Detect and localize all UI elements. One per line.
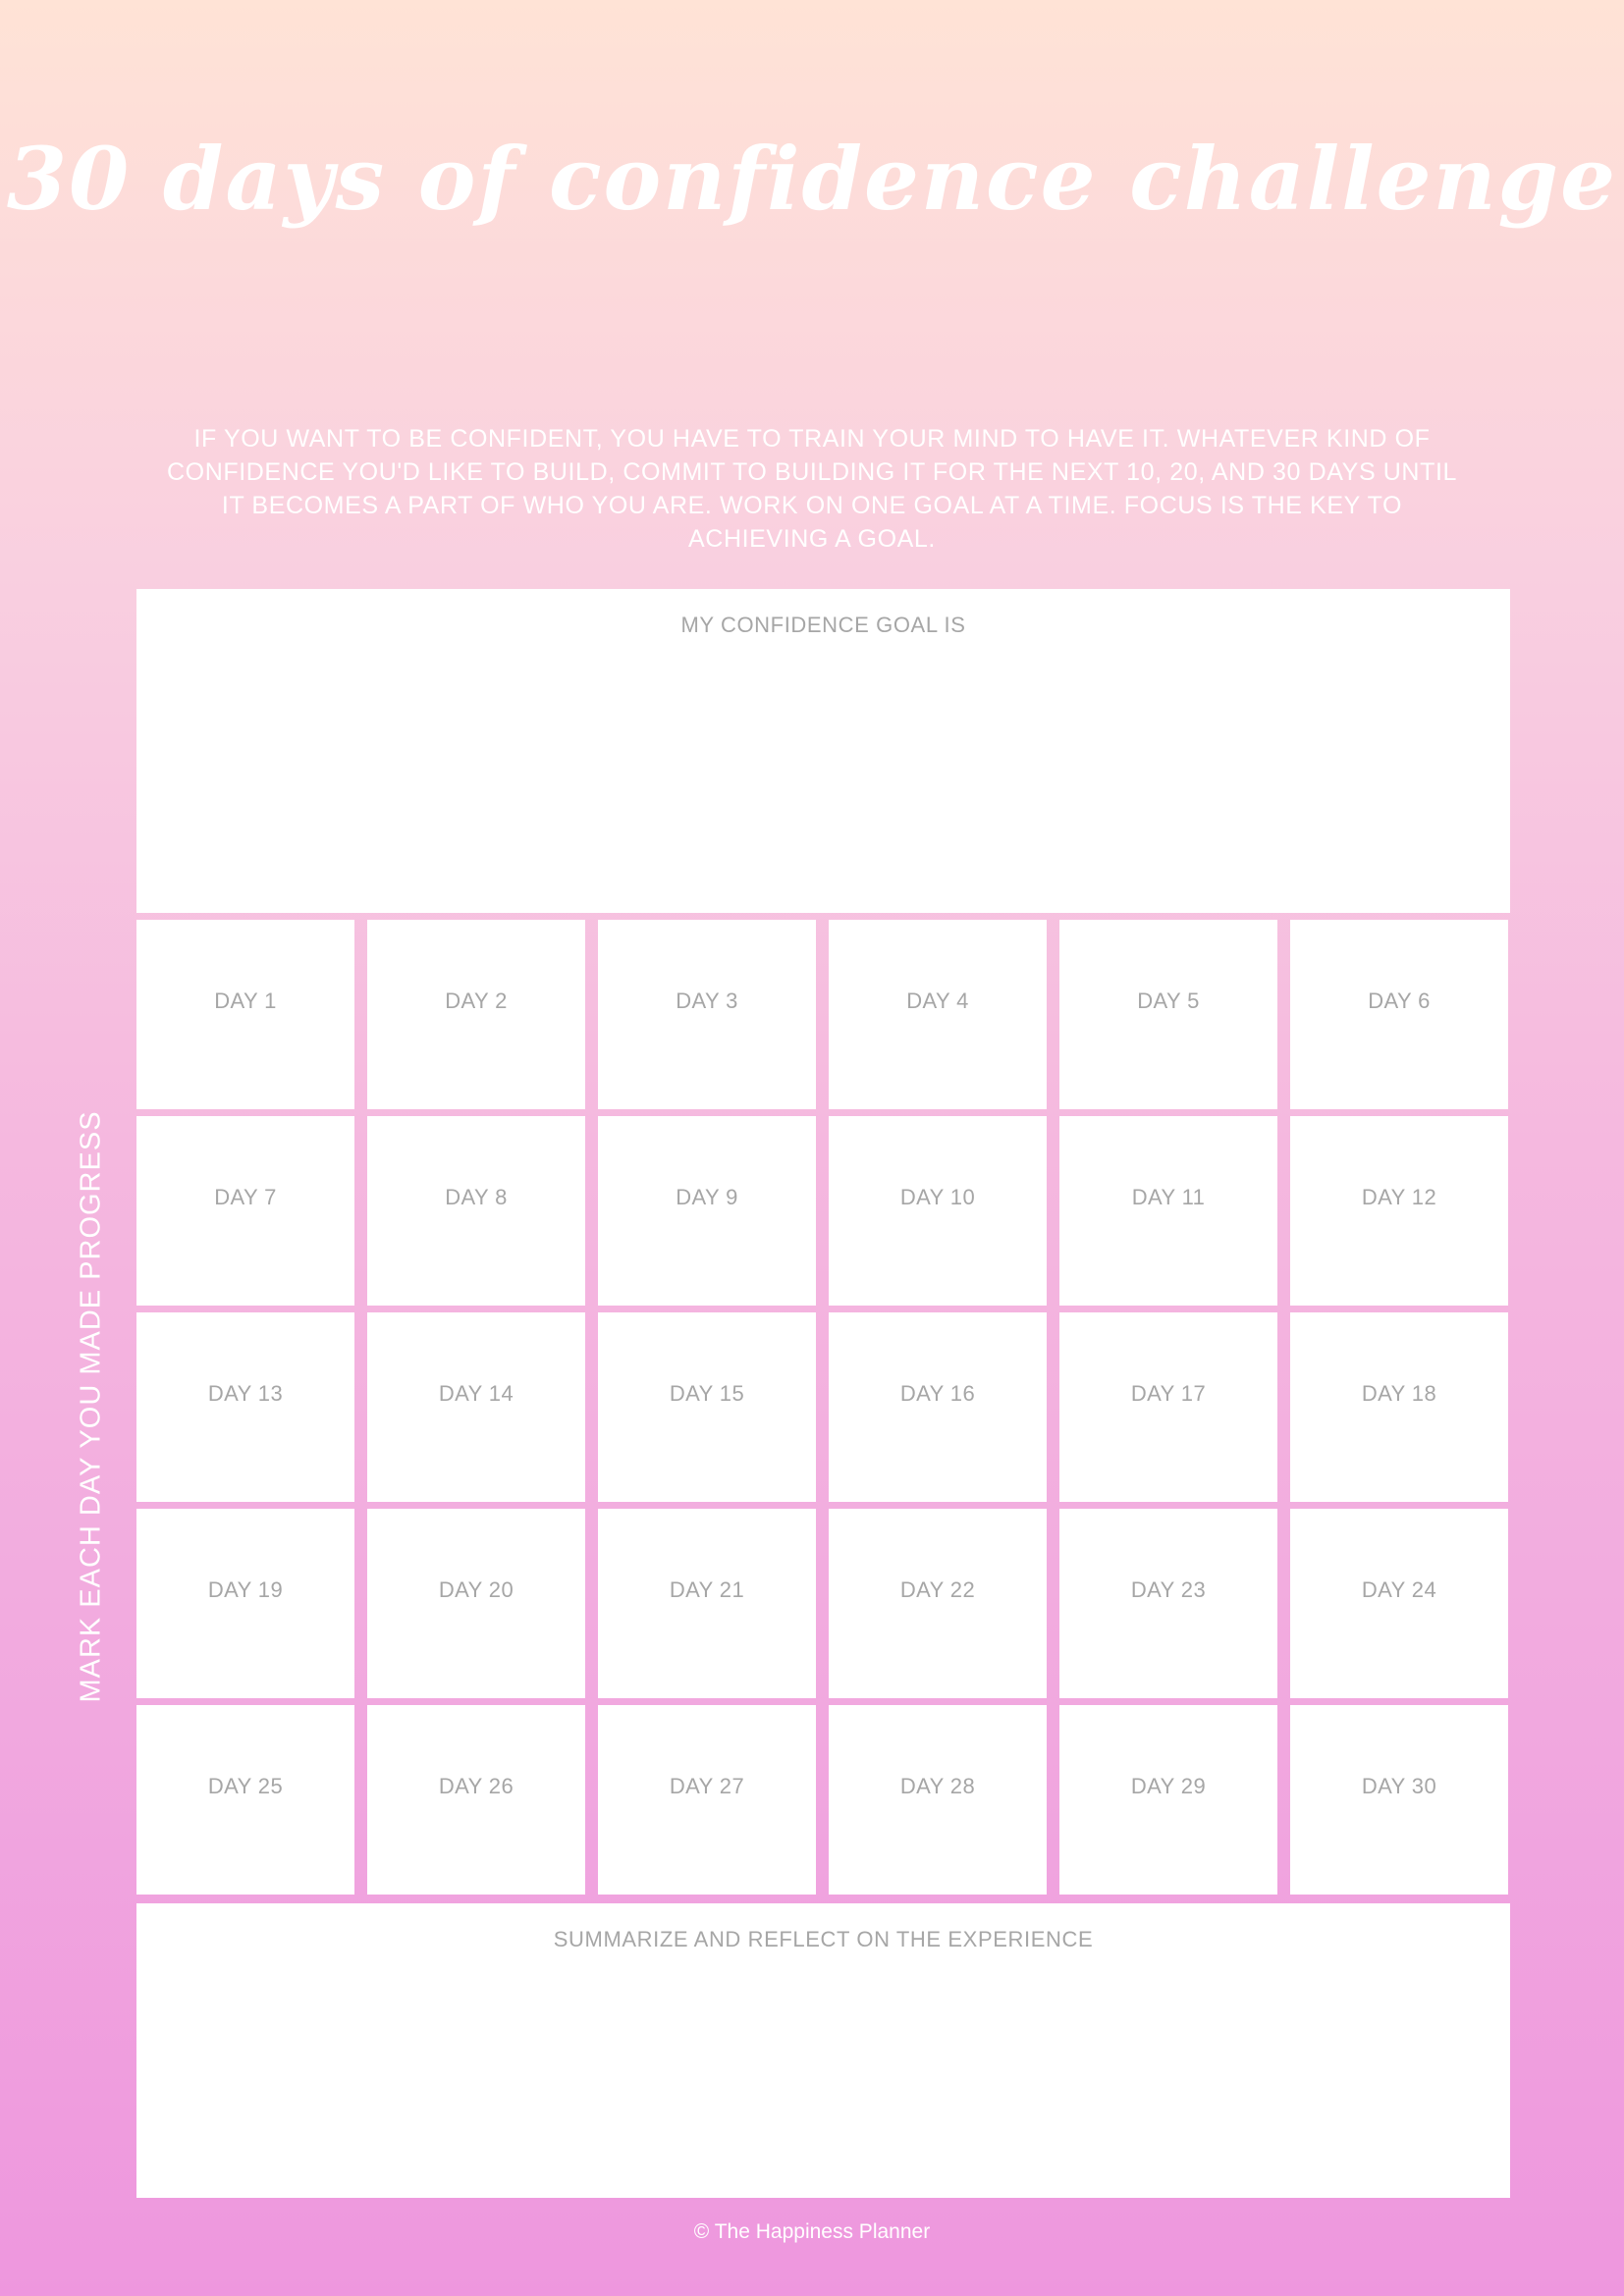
day-cell[interactable]: [136, 1509, 354, 1698]
day-cell[interactable]: [1059, 1705, 1277, 1895]
day-cell[interactable]: [1290, 1116, 1508, 1306]
day-cell[interactable]: [598, 1509, 816, 1698]
day-cell[interactable]: [1059, 920, 1277, 1109]
day-label: DAY 1: [214, 988, 277, 1013]
day-cell[interactable]: [598, 1705, 816, 1895]
summary-label: SUMMARIZE AND REFLECT ON THE EXPERIENCE: [553, 1927, 1094, 1951]
day-cell[interactable]: [367, 1509, 585, 1698]
day-cell[interactable]: [367, 1312, 585, 1502]
day-cell[interactable]: [367, 1116, 585, 1306]
day-label: DAY 7: [214, 1185, 277, 1209]
day-cell[interactable]: [367, 1705, 585, 1895]
day-label: DAY 2: [445, 988, 508, 1013]
day-label: DAY 30: [1361, 1774, 1437, 1798]
day-cell[interactable]: [598, 1116, 816, 1306]
day-cell[interactable]: [1059, 1509, 1277, 1698]
intro-text: IF YOU WANT TO BE CONFIDENT, YOU HAVE TO TRAIN YOUR MIND TO HAVE IT. WHATEVER KIND OF CONFIDENCE YOU'D LIKE TO BUILD, COMMIT TO BUILDING IT FOR THE NEXT 10, 20, AND 30 DAYS UNTIL IT BECOMES A PART OF WHO YOU ARE. WORK ON ONE GOAL AT A TIME. FOCUS IS THE KEY TO ACHIEVING A GOAL.: [167, 425, 1457, 553]
day-label: DAY 25: [207, 1774, 284, 1798]
day-label: DAY 14: [438, 1381, 514, 1406]
day-label: DAY 29: [1130, 1774, 1207, 1798]
day-label: DAY 6: [1368, 988, 1431, 1013]
day-label: DAY 26: [438, 1774, 514, 1798]
day-cell[interactable]: [136, 920, 354, 1109]
day-label: DAY 27: [669, 1774, 745, 1798]
day-cell[interactable]: [136, 1705, 354, 1895]
day-label: DAY 21: [669, 1577, 745, 1602]
day-label: DAY 11: [1131, 1185, 1206, 1209]
day-label: DAY 17: [1130, 1381, 1207, 1406]
day-label: DAY 19: [207, 1577, 284, 1602]
day-label: DAY 10: [899, 1185, 976, 1209]
day-cell[interactable]: [598, 920, 816, 1109]
day-cell[interactable]: [1290, 1312, 1508, 1502]
day-cell[interactable]: [598, 1312, 816, 1502]
day-cell[interactable]: [829, 1509, 1047, 1698]
day-cell[interactable]: [1059, 1312, 1277, 1502]
goal-label: MY CONFIDENCE GOAL IS: [680, 613, 966, 637]
day-cell[interactable]: [829, 1312, 1047, 1502]
day-label: DAY 20: [438, 1577, 514, 1602]
day-label: DAY 16: [899, 1381, 976, 1406]
day-cell[interactable]: [1290, 1705, 1508, 1895]
side-label: MARK EACH DAY YOU MADE PROGRESS: [75, 1110, 107, 1703]
day-cell[interactable]: [1059, 1116, 1277, 1306]
day-label: DAY 3: [676, 988, 738, 1013]
day-label: DAY 18: [1361, 1381, 1437, 1406]
day-cell[interactable]: [829, 920, 1047, 1109]
day-cell[interactable]: [829, 1705, 1047, 1895]
day-cell[interactable]: [367, 920, 585, 1109]
goal-box[interactable]: [136, 589, 1510, 913]
day-label: DAY 5: [1137, 988, 1200, 1013]
footer-copyright: © The Happiness Planner: [693, 2220, 931, 2243]
day-label: DAY 23: [1130, 1577, 1207, 1602]
day-label: DAY 12: [1361, 1185, 1437, 1209]
day-cell[interactable]: [1290, 920, 1508, 1109]
day-cell[interactable]: [136, 1116, 354, 1306]
summary-box[interactable]: [136, 1903, 1510, 2198]
day-label: DAY 13: [207, 1381, 284, 1406]
day-label: DAY 9: [676, 1185, 738, 1209]
day-label: DAY 8: [445, 1185, 508, 1209]
day-cell[interactable]: [829, 1116, 1047, 1306]
day-label: DAY 15: [669, 1381, 745, 1406]
day-cell[interactable]: [1290, 1509, 1508, 1698]
day-label: DAY 28: [899, 1774, 976, 1798]
day-label: DAY 24: [1361, 1577, 1437, 1602]
day-label: DAY 22: [899, 1577, 976, 1602]
days-grid: [136, 920, 1510, 1896]
day-cell[interactable]: [136, 1312, 354, 1502]
day-label: DAY 4: [906, 988, 969, 1013]
page-title: 30 days of confidence challenge: [6, 128, 1618, 230]
